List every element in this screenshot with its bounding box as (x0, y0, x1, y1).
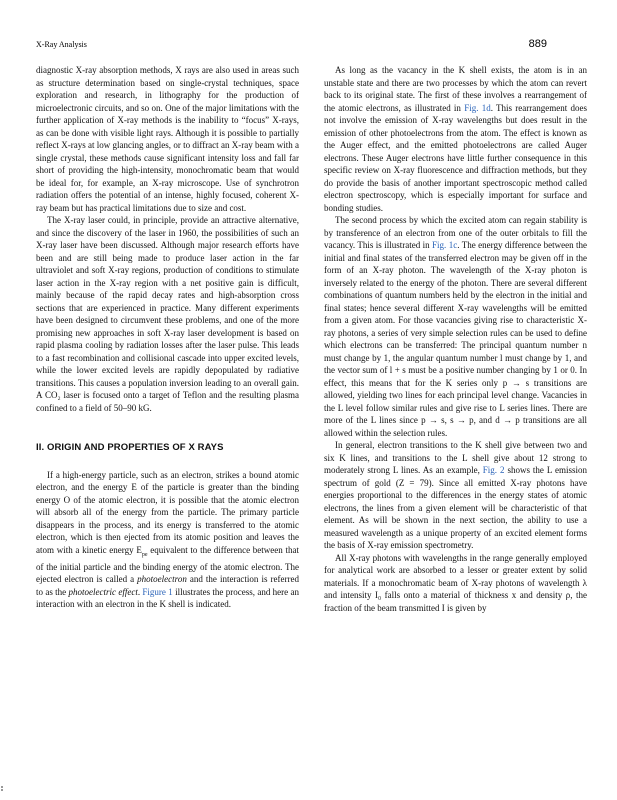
text-span: shows the L emission spectrum of gold (Z = 79). Since all emitted X-ray photons have energies proportional to the differences in the energy states of atomic electrons, the lines from a given element will be characteristic of that element. As will be shown in the next section, the ability to use a measured wavelength as a unique property of an excited element forms the basis of X-ray emission spectrometry. (324, 465, 587, 550)
fig-1c-link[interactable]: Fig. 1c (432, 240, 458, 250)
text-span: equivalent to the difference between that of the initial particle and the binding energy of the atomic electron. The ejected electron is called a (36, 544, 299, 585)
text-span: . This rearrangement does not involve the emission of X-ray wavelengths but does result in the emission of other photoelectrons from the atom. The effect is known as the Auger effect, and the emitted photoelectrons are called Auger electrons. These Auger electrons have little further consequence in this specific review on X-ray fluorescence and diffraction methods, but they do provide the basis of another important spectroscopic method called electron spectroscopy, which is especially important for surface and bonding studies. (324, 102, 587, 213)
text-span: . (137, 586, 143, 597)
running-head: X-Ray Analysis (36, 40, 87, 49)
left-column (36, 64, 299, 611)
text-span: and the interaction is referred to as the (36, 574, 299, 597)
text-span: If a high-energy particle, such as an electron, strikes a bound atomic electron, and the energy E of the particle is greater than the binding energy O of the atomic electron, it is possible that the atomic electron will absorb all of the energy from the particle. The primary particle disappears in the process, and its energy is transferred to the atomic electron, which is then ejected from its atomic position and leaves the atom with a kinetic energy E (36, 469, 299, 555)
left-paragraph-2: The X-ray laser could, in principle, provide an attractive alternative, and since the discovery of the laser in 1960, the possibilities of such an X-ray laser have been discussed. Although major research efforts have been and are still being made to produce laser action in the far ultraviolet and soft X-ray regions, production of conditions to stimulate laser action in the X-ray region with a net positive gain is difficult, mainly because of the rapid decay rates and high-absorption cross sections that are experienced in practice. Many different experiments have been designed to circumvent these problems, and one of the more promising new approaches in soft X-ray laser development is based on rapid plasma cooling by radiation losses after the laser pulse. This leads to a fast recombination and collisional cascade into upper excited levels, while the lower excited levels are rapidly depopulated by radiative transitions. This causes a population inversion leading to an overall gain. A CO₂ laser is focused onto a target of Teflon and the resulting plasma confined to a field of 50–90 kG. (36, 215, 299, 413)
section-heading: II. ORIGIN AND PROPERTIES OF X RAYS (36, 442, 224, 453)
right-paragraph-4: All X-ray photons with wavelengths in the range generally employed for analytical work are absorbed to a lesser or greater extent by solid materials. If a monochromatic beam of X-ray photons of wavelength λ and intensity I₀ falls onto a material of thickness x and density ρ, the fraction of the beam transmitted I is given by (324, 552, 587, 613)
page-number: 889 (528, 38, 547, 50)
right-paragraph-1 (324, 64, 587, 214)
margin-dot (1, 789, 3, 791)
text-span: The second process by which the excited atom can regain stability is by transference of an electron from one of the outer orbitals to fill the vacancy. This is illustrated in (324, 215, 587, 250)
text-span: As long as the vacancy in the K shell exists, the atom is in an unstable state and there are two processes by which the atom can revert back to its original state. The first of these involves a rearrangement of the atomic electrons, as illustrated in (324, 65, 587, 113)
text-span: . The energy difference between the initial and final states of the transferred electron may be given off in the form of an X-ray photon. The wavelength of the X-ray photon is inversely related to the energy of the photon. There are several different combinations of quantum numbers held by the electron in the initial and final states; hence several different X-ray wavelengths will be emitted from a given atom. For those vacancies giving rise to characteristic X-ray photons, a series of very simple selection rules can be used to define which electrons can be transferred: The principal quantum number n must change by 1, the angular quantum number l must change by 1, and the vector sum of l + s must be a positive number changing by 1 or 0. In effect, this means that for the K series only p → s transitions are allowed, yielding two lines for each principal level change. Vacancies in the L level follow similar rules and give rise to L series lines. There are more of the L lines since p → s, s → p, and d → p transitions are all allowed within the selection rules. (324, 240, 587, 438)
fig-1d-link[interactable]: Fig. 1d (464, 102, 491, 113)
left-paragraph-1: diagnostic X-ray absorption methods, X rays are also used in areas such as structure determination based on single-crystal techniques, space exploration and research, in lithography for the production of microelectronic circuits, and so on. One of the major limitations with the further application of X-ray methods is the inability to “focus” X-rays, as can be done with visible light rays. Although it is possible to partially reflect X-rays at low glancing angles, or to diffract an X-ray beam with a single crystal, these methods cause significant intensity loss and fall far short of providing the high-intensity, monochromatic beam that would be ideal for, for example, an X-ray microscope. Use of synchrotron radiation offers the potential of an intense, highly focused, coherent X-ray beam but has practical limitations due to size and cost. (36, 65, 299, 213)
right-column (324, 64, 587, 614)
term-photoelectron: photoelectron (137, 574, 187, 585)
right-paragraph-3 (324, 439, 587, 552)
margin-dot (1, 786, 3, 788)
term-photoelectric-effect: photoelectric effect (68, 586, 138, 597)
text-span: illustrates the process, and here an interaction with an electron in the K shell is indicated. (36, 586, 300, 610)
subscript-pe: pe (141, 551, 148, 558)
left-paragraph-3 (36, 469, 299, 611)
figure-1-link[interactable]: Figure 1 (142, 586, 173, 597)
text-span: In general, electron transitions to the K shell give between two and six K lines, and transitions to the L shell give about 12 strong to moderately strong L lines. As an example, (324, 440, 587, 475)
fig-2-link[interactable]: Fig. 2 (482, 465, 505, 475)
right-paragraph-2 (324, 214, 587, 439)
margin-marks (1, 786, 3, 792)
